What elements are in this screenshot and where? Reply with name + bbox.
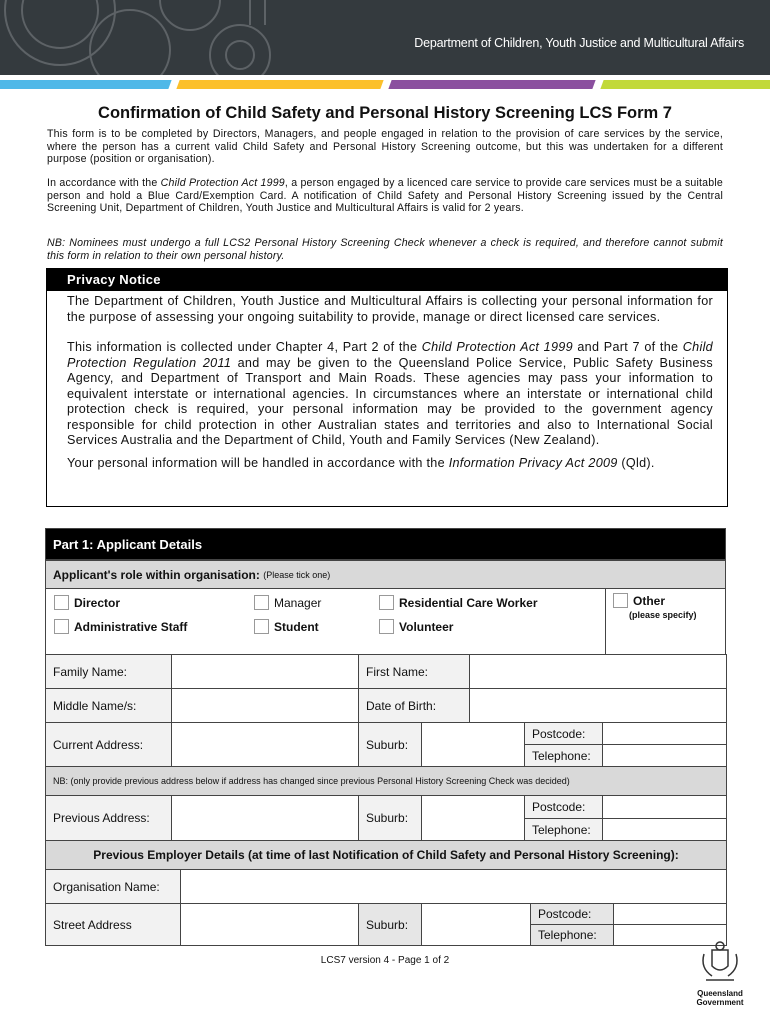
previous-postcode-input[interactable] <box>602 795 727 819</box>
current-suburb-label: Suburb: <box>358 722 422 767</box>
privacy-paragraph-1: The Department of Children, Youth Justice and Multicultural Affairs is collecting your personal information for the purpose of assessing your ongoing suitability to provide, manage or direct licensed care services. <box>67 294 713 324</box>
decorative-pattern-icon <box>0 0 330 75</box>
role-label: Applicant's role within organisation: <box>53 567 260 582</box>
previous-address-input[interactable] <box>171 795 359 841</box>
role-administrative-staff[interactable] <box>54 619 187 634</box>
previous-address-nb: NB: (only provide previous address below if address has changed since previous Personal History Screening Check was decided) <box>45 766 727 796</box>
label: Residential Care Worker <box>399 595 538 610</box>
employer-suburb-label: Suburb: <box>358 903 422 946</box>
role-director[interactable] <box>54 595 120 610</box>
checkbox[interactable] <box>54 619 69 634</box>
stripe-purple <box>388 80 595 89</box>
previous-suburb-label: Suburb: <box>358 795 422 841</box>
employer-telephone-label: Telephone: <box>530 924 614 946</box>
label: Volunteer <box>399 619 454 634</box>
middle-name-label: Middle Name/s: <box>45 688 172 723</box>
checkbox[interactable] <box>54 595 69 610</box>
role-row <box>45 560 726 589</box>
previous-telephone-label: Telephone: <box>524 818 603 841</box>
employer-postcode-input[interactable] <box>613 903 727 925</box>
text: and Part 7 of the <box>572 340 683 354</box>
stripe-yellow <box>176 80 383 89</box>
previous-postcode-label: Postcode: <box>524 795 603 819</box>
intro-paragraph-1: This form is to be completed by Directors, Managers, and people engaged in relation to the provision of care services by the service, where the person has a current valid Child Safety and Personal History Screening outcome, but this was undertaken for a different purpose (position or organisation). <box>47 128 723 165</box>
employer-postcode-label: Postcode: <box>530 903 614 925</box>
checkbox[interactable] <box>254 595 269 610</box>
family-name-input[interactable] <box>171 654 359 689</box>
text: In accordance with the <box>47 177 161 189</box>
coat-of-arms-icon <box>698 940 742 984</box>
text: , a person engaged by a licenced care service to provide care services must be a suitable person and hold a Blue Card/Exemption Card. A notification of Child Safety and Personal History Screening issued by the Central Screening Unit, Department of Children, Youth Justice and Multicultural Affairs is valid for 2 years. <box>47 177 723 214</box>
previous-suburb-input[interactable] <box>421 795 525 841</box>
previous-telephone-input[interactable] <box>602 818 727 841</box>
act-name: Child Protection Act 1999 <box>421 340 573 354</box>
current-suburb-input[interactable] <box>421 722 525 767</box>
first-name-input[interactable] <box>469 654 727 689</box>
current-address-label: Current Address: <box>45 722 172 767</box>
dob-label: Date of Birth: <box>358 688 470 723</box>
queensland-government-logo: Queensland Government <box>690 940 750 1012</box>
stripe-green <box>600 80 770 89</box>
role-manager[interactable] <box>254 595 321 610</box>
checkbox[interactable] <box>379 619 394 634</box>
part1-heading: Part 1: Applicant Details <box>45 528 726 560</box>
street-address-label: Street Address <box>45 903 181 946</box>
current-telephone-label: Telephone: <box>524 744 603 767</box>
privacy-paragraph-3 <box>47 456 727 472</box>
dob-input[interactable] <box>469 688 727 723</box>
current-telephone-input[interactable] <box>602 744 727 767</box>
text: (Qld). <box>617 455 655 470</box>
current-address-input[interactable] <box>171 722 359 767</box>
org-name-label: Organisation Name: <box>45 869 181 904</box>
intro-paragraph-2 <box>47 177 723 215</box>
applicant-details-form <box>45 528 726 945</box>
checkbox[interactable] <box>254 619 269 634</box>
checkbox[interactable] <box>379 595 394 610</box>
text: and may be given to the Queensland Police Service, Public Safety Business Agency, and Department of Transport and Main Roads. These agencies may pass your information to equivalent interstate or international agencies. In circumstances where an interstate or international child protection check is required, your personal information may be provided to the government agency responsible for child protection in other Australian states and territories and also to International Social Services Australia and the Department of Child, Youth and Family Services (New Zealand). <box>67 355 713 447</box>
page-footer: LCS7 version 4 - Page 1 of 2 <box>320 955 450 966</box>
label: Student <box>274 619 319 634</box>
act-name: Child Protection Act 1999 <box>160 177 285 189</box>
first-name-label: First Name: <box>358 654 470 689</box>
employer-heading: Previous Employer Details (at time of last Notification of Child Safety and Personal History Screening): <box>45 840 727 870</box>
department-name: Department of Children, Youth Justice and Multicultural Affairs <box>414 36 744 50</box>
family-name-label: Family Name: <box>45 654 172 689</box>
text: Your personal information will be handled in accordance with the <box>67 455 449 470</box>
role-volunteer[interactable] <box>379 619 453 634</box>
regulation-name: Child Protection Regulation 2011 <box>67 340 713 370</box>
privacy-heading: Privacy Notice <box>47 269 727 291</box>
middle-name-input[interactable] <box>171 688 359 723</box>
employer-suburb-input[interactable] <box>421 903 531 946</box>
label: Director <box>74 595 121 610</box>
text: This information is collected under Chapter 4, Part 2 of the <box>67 340 422 354</box>
header-banner <box>0 0 770 75</box>
role-student[interactable] <box>254 619 319 634</box>
label: Administrative Staff <box>74 619 188 634</box>
stripe-blue <box>0 80 172 89</box>
intro-nb: NB: Nominees must undergo a full LCS2 Personal History Screening Check whenever a check is required, and therefore cannot submit this form in relation to their own personal history. <box>47 237 723 262</box>
street-address-input[interactable] <box>180 903 359 946</box>
privacy-paragraph-2 <box>47 340 727 449</box>
act-name: Information Privacy Act 2009 <box>448 455 618 470</box>
org-name-input[interactable] <box>180 869 727 904</box>
role-residential-care-worker[interactable] <box>379 595 538 610</box>
privacy-notice <box>46 268 728 507</box>
role-hint: (Please tick one) <box>263 569 331 580</box>
label: Other <box>633 593 666 608</box>
page-title: Confirmation of Child Safety and Personal History Screening LCS Form 7 <box>98 104 672 122</box>
role-other[interactable] <box>613 593 665 608</box>
current-postcode-input[interactable] <box>602 722 727 745</box>
current-postcode-label: Postcode: <box>524 722 603 745</box>
previous-address-label: Previous Address: <box>45 795 172 841</box>
other-hint: (please specify) <box>629 610 697 620</box>
label: Manager <box>274 595 322 610</box>
checkbox[interactable] <box>613 593 628 608</box>
